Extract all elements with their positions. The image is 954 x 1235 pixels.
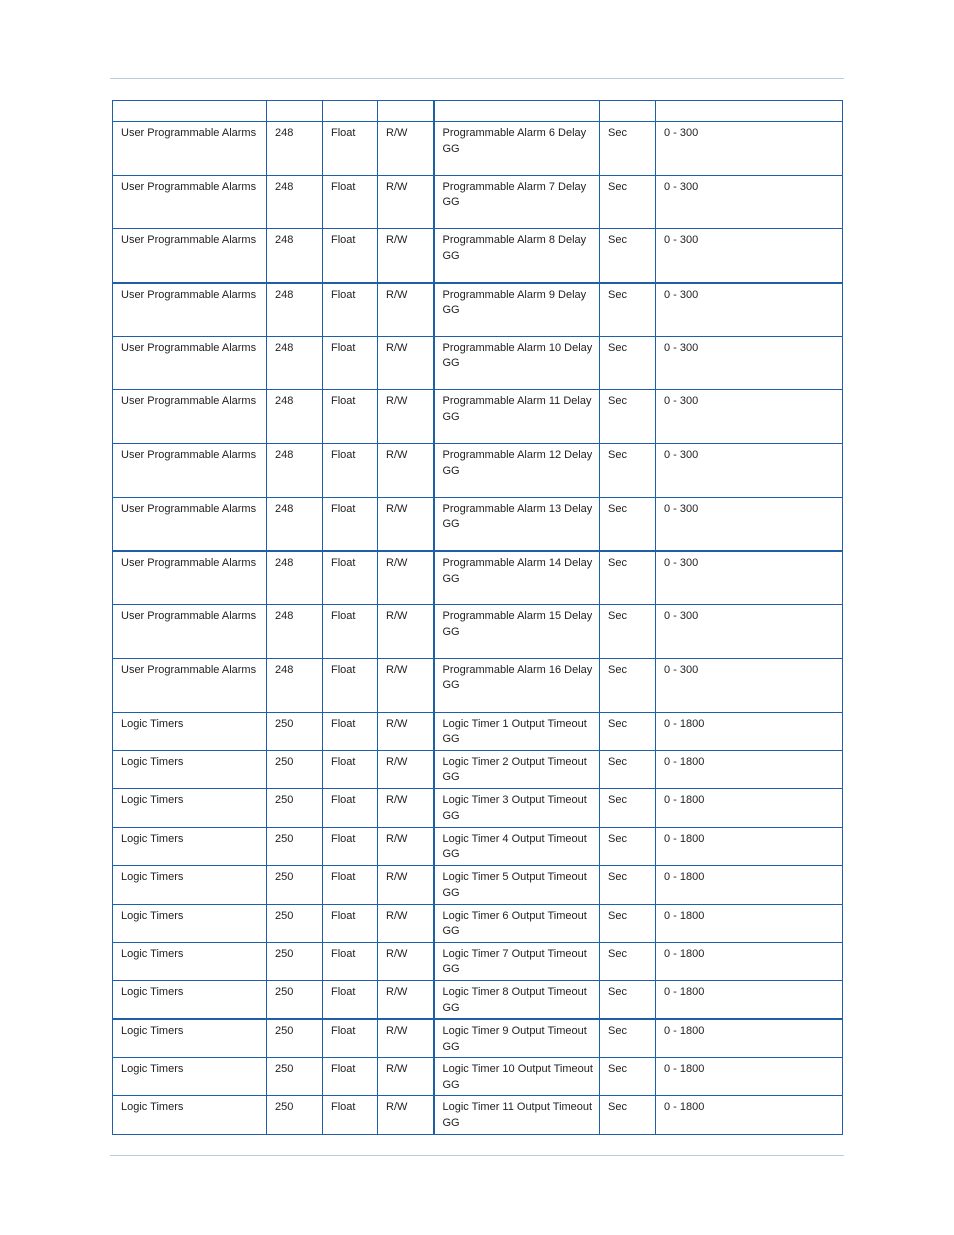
register-cell: 250: [267, 1019, 323, 1057]
table-row: [113, 712, 843, 750]
header-rule: [110, 78, 844, 79]
register-cell: 250: [267, 942, 323, 980]
type-cell: Float: [323, 827, 378, 865]
access-cell: R/W: [378, 1019, 434, 1057]
type-cell: Float: [323, 283, 378, 337]
header-cell: [113, 101, 267, 122]
access-cell: R/W: [378, 789, 434, 827]
group-cell: User Programmable Alarms: [113, 497, 267, 551]
parameter-name-cell: Programmable Alarm 13 Delay GG: [434, 497, 600, 551]
group-cell: User Programmable Alarms: [113, 122, 267, 176]
type-cell: Float: [323, 1058, 378, 1096]
table-row: [113, 390, 843, 444]
range-cell: 0 - 1800: [656, 981, 843, 1019]
parameter-name-cell: Programmable Alarm 12 Delay GG: [434, 444, 600, 498]
range-cell: 0 - 1800: [656, 1019, 843, 1057]
unit-cell: Sec: [600, 122, 656, 176]
group-cell: User Programmable Alarms: [113, 444, 267, 498]
range-cell: 0 - 300: [656, 336, 843, 390]
access-cell: R/W: [378, 444, 434, 498]
unit-cell: Sec: [600, 229, 656, 283]
parameter-name-cell: Logic Timer 4 Output Timeout GG: [434, 827, 600, 865]
header-cell: [378, 101, 434, 122]
unit-cell: Sec: [600, 605, 656, 659]
access-cell: R/W: [378, 904, 434, 942]
range-cell: 0 - 300: [656, 122, 843, 176]
header-cell: [600, 101, 656, 122]
range-cell: 0 - 1800: [656, 1058, 843, 1096]
parameter-name-cell: Programmable Alarm 7 Delay GG: [434, 175, 600, 229]
access-cell: R/W: [378, 750, 434, 788]
unit-cell: Sec: [600, 336, 656, 390]
group-cell: Logic Timers: [113, 981, 267, 1019]
access-cell: R/W: [378, 497, 434, 551]
unit-cell: Sec: [600, 712, 656, 750]
access-cell: R/W: [378, 658, 434, 712]
range-cell: 0 - 1800: [656, 1096, 843, 1134]
group-cell: Logic Timers: [113, 1096, 267, 1134]
range-cell: 0 - 300: [656, 175, 843, 229]
unit-cell: Sec: [600, 1058, 656, 1096]
type-cell: Float: [323, 712, 378, 750]
range-cell: 0 - 1800: [656, 904, 843, 942]
parameter-name-cell: Logic Timer 7 Output Timeout GG: [434, 942, 600, 980]
group-cell: User Programmable Alarms: [113, 605, 267, 659]
table-row: [113, 866, 843, 904]
register-cell: 248: [267, 229, 323, 283]
register-cell: 250: [267, 981, 323, 1019]
table-header-row: [113, 101, 843, 122]
type-cell: Float: [323, 122, 378, 176]
register-cell: 250: [267, 904, 323, 942]
table-row: [113, 122, 843, 176]
unit-cell: Sec: [600, 904, 656, 942]
register-cell: 248: [267, 658, 323, 712]
parameter-name-cell: Programmable Alarm 16 Delay GG: [434, 658, 600, 712]
parameter-name-cell: Logic Timer 6 Output Timeout GG: [434, 904, 600, 942]
group-cell: Logic Timers: [113, 827, 267, 865]
type-cell: Float: [323, 175, 378, 229]
type-cell: Float: [323, 390, 378, 444]
table-row: [113, 444, 843, 498]
range-cell: 0 - 1800: [656, 789, 843, 827]
range-cell: 0 - 300: [656, 390, 843, 444]
register-cell: 250: [267, 1058, 323, 1096]
parameter-name-cell: Logic Timer 5 Output Timeout GG: [434, 866, 600, 904]
parameter-name-cell: Programmable Alarm 8 Delay GG: [434, 229, 600, 283]
unit-cell: Sec: [600, 981, 656, 1019]
access-cell: R/W: [378, 605, 434, 659]
table-row: [113, 283, 843, 337]
table-row: [113, 789, 843, 827]
table-row: [113, 551, 843, 605]
type-cell: Float: [323, 981, 378, 1019]
range-cell: 0 - 300: [656, 551, 843, 605]
range-cell: 0 - 300: [656, 283, 843, 337]
unit-cell: Sec: [600, 1019, 656, 1057]
group-cell: User Programmable Alarms: [113, 551, 267, 605]
register-cell: 248: [267, 551, 323, 605]
range-cell: 0 - 300: [656, 229, 843, 283]
group-cell: Logic Timers: [113, 712, 267, 750]
access-cell: R/W: [378, 390, 434, 444]
table-row: [113, 1096, 843, 1134]
header-cell: [323, 101, 378, 122]
unit-cell: Sec: [600, 551, 656, 605]
type-cell: Float: [323, 497, 378, 551]
unit-cell: Sec: [600, 497, 656, 551]
register-cell: 250: [267, 750, 323, 788]
header-cell: [267, 101, 323, 122]
register-cell: 250: [267, 1096, 323, 1134]
table-row: [113, 336, 843, 390]
type-cell: Float: [323, 866, 378, 904]
unit-cell: Sec: [600, 390, 656, 444]
table-row: [113, 229, 843, 283]
type-cell: Float: [323, 750, 378, 788]
header-cell: [656, 101, 843, 122]
type-cell: Float: [323, 229, 378, 283]
range-cell: 0 - 300: [656, 658, 843, 712]
range-cell: 0 - 1800: [656, 712, 843, 750]
range-cell: 0 - 300: [656, 605, 843, 659]
group-cell: User Programmable Alarms: [113, 336, 267, 390]
table-row: [113, 750, 843, 788]
parameter-name-cell: Logic Timer 3 Output Timeout GG: [434, 789, 600, 827]
unit-cell: Sec: [600, 444, 656, 498]
unit-cell: Sec: [600, 789, 656, 827]
parameter-name-cell: Programmable Alarm 14 Delay GG: [434, 551, 600, 605]
unit-cell: Sec: [600, 1096, 656, 1134]
type-cell: Float: [323, 904, 378, 942]
register-cell: 248: [267, 336, 323, 390]
register-cell: 250: [267, 712, 323, 750]
access-cell: R/W: [378, 229, 434, 283]
register-cell: 250: [267, 789, 323, 827]
access-cell: R/W: [378, 283, 434, 337]
group-cell: Logic Timers: [113, 904, 267, 942]
type-cell: Float: [323, 551, 378, 605]
group-cell: User Programmable Alarms: [113, 229, 267, 283]
type-cell: Float: [323, 444, 378, 498]
group-cell: Logic Timers: [113, 1058, 267, 1096]
unit-cell: Sec: [600, 750, 656, 788]
parameter-name-cell: Programmable Alarm 6 Delay GG: [434, 122, 600, 176]
table-row: [113, 605, 843, 659]
table-row: [113, 658, 843, 712]
group-cell: User Programmable Alarms: [113, 390, 267, 444]
table-row: [113, 827, 843, 865]
access-cell: R/W: [378, 336, 434, 390]
table-row: [113, 1019, 843, 1057]
footer-rule: [110, 1155, 844, 1156]
register-cell: 248: [267, 175, 323, 229]
table-row: [113, 497, 843, 551]
register-cell: 248: [267, 283, 323, 337]
register-cell: 248: [267, 444, 323, 498]
range-cell: 0 - 1800: [656, 827, 843, 865]
access-cell: R/W: [378, 712, 434, 750]
group-cell: User Programmable Alarms: [113, 283, 267, 337]
table-row: [113, 981, 843, 1019]
type-cell: Float: [323, 336, 378, 390]
unit-cell: Sec: [600, 658, 656, 712]
group-cell: Logic Timers: [113, 789, 267, 827]
range-cell: 0 - 1800: [656, 942, 843, 980]
range-cell: 0 - 1800: [656, 866, 843, 904]
parameter-name-cell: Programmable Alarm 10 Delay GG: [434, 336, 600, 390]
unit-cell: Sec: [600, 827, 656, 865]
unit-cell: Sec: [600, 866, 656, 904]
parameter-name-cell: Programmable Alarm 11 Delay GG: [434, 390, 600, 444]
access-cell: R/W: [378, 1058, 434, 1096]
access-cell: R/W: [378, 122, 434, 176]
access-cell: R/W: [378, 551, 434, 605]
access-cell: R/W: [378, 827, 434, 865]
group-cell: Logic Timers: [113, 942, 267, 980]
group-cell: Logic Timers: [113, 750, 267, 788]
parameter-name-cell: Logic Timer 10 Output Timeout GG: [434, 1058, 600, 1096]
parameter-name-cell: Programmable Alarm 9 Delay GG: [434, 283, 600, 337]
type-cell: Float: [323, 942, 378, 980]
type-cell: Float: [323, 658, 378, 712]
access-cell: R/W: [378, 866, 434, 904]
access-cell: R/W: [378, 942, 434, 980]
group-cell: Logic Timers: [113, 866, 267, 904]
parameter-name-cell: Programmable Alarm 15 Delay GG: [434, 605, 600, 659]
type-cell: Float: [323, 789, 378, 827]
register-cell: 250: [267, 827, 323, 865]
table-row: [113, 904, 843, 942]
range-cell: 0 - 300: [656, 497, 843, 551]
unit-cell: Sec: [600, 942, 656, 980]
access-cell: R/W: [378, 175, 434, 229]
access-cell: R/W: [378, 1096, 434, 1134]
table-row: [113, 942, 843, 980]
range-cell: 0 - 300: [656, 444, 843, 498]
register-cell: 248: [267, 497, 323, 551]
type-cell: Float: [323, 1096, 378, 1134]
parameter-name-cell: Logic Timer 9 Output Timeout GG: [434, 1019, 600, 1057]
parameter-name-cell: Logic Timer 1 Output Timeout GG: [434, 712, 600, 750]
unit-cell: Sec: [600, 175, 656, 229]
register-cell: 248: [267, 605, 323, 659]
access-cell: R/W: [378, 981, 434, 1019]
register-cell: 248: [267, 390, 323, 444]
type-cell: Float: [323, 605, 378, 659]
header-cell: [434, 101, 600, 122]
parameter-name-cell: Logic Timer 8 Output Timeout GG: [434, 981, 600, 1019]
group-cell: Logic Timers: [113, 1019, 267, 1057]
group-cell: User Programmable Alarms: [113, 658, 267, 712]
range-cell: 0 - 1800: [656, 750, 843, 788]
register-cell: 248: [267, 122, 323, 176]
unit-cell: Sec: [600, 283, 656, 337]
group-cell: User Programmable Alarms: [113, 175, 267, 229]
register-table: [112, 100, 843, 1135]
type-cell: Float: [323, 1019, 378, 1057]
table-row: [113, 1058, 843, 1096]
table-row: [113, 175, 843, 229]
register-cell: 250: [267, 866, 323, 904]
parameter-name-cell: Logic Timer 11 Output Timeout GG: [434, 1096, 600, 1134]
parameter-name-cell: Logic Timer 2 Output Timeout GG: [434, 750, 600, 788]
